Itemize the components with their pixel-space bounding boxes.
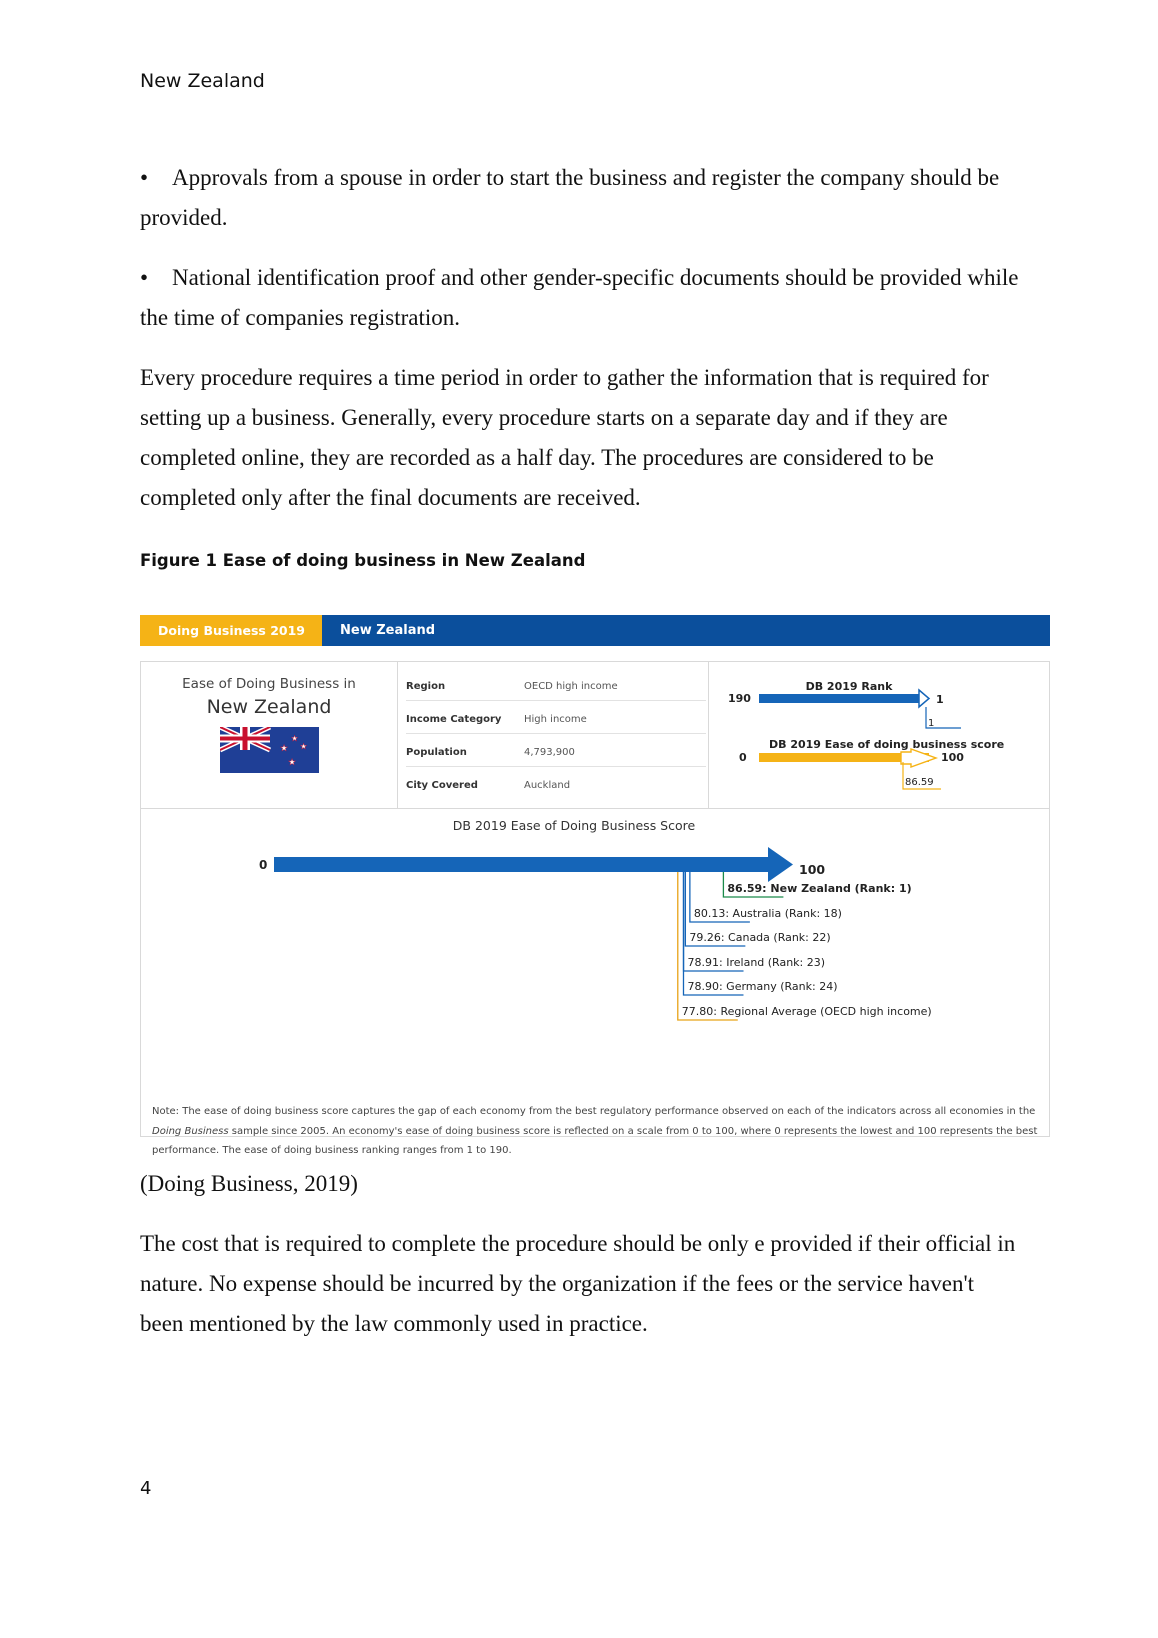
score-left-label: 0 [739, 751, 747, 764]
info-key: Population [406, 747, 467, 758]
rank-title: DB 2019 Rank [805, 680, 893, 693]
ease-country: New Zealand [206, 696, 332, 718]
body-paragraph-2: The cost that is required to complete the procedure should be only e provided if their official in nature. No expense should be incurred by the organization if the fees or the service haven't been mentioned by the law commonly used in practice. [140, 1231, 1016, 1336]
bullet-item-1 [140, 158, 1020, 238]
note-text: sample since 2005. An economy's ease of doing business score is reflected on a scale from 0 to 100, where 0 represents the lowest and 100 represents the best performance. The ease of doing business ranking ranges from 1 to 190. [152, 1125, 1038, 1156]
page-header: New Zealand [140, 70, 265, 92]
figure-note [152, 1102, 1042, 1161]
doing-business-figure [140, 615, 1050, 1156]
figure-banner [140, 615, 1050, 646]
data-label-germany: 78.90: Germany (Rank: 24) [687, 980, 838, 993]
score-value: 86.59 [905, 777, 934, 788]
main-arrow-head [768, 847, 793, 882]
figure-caption: Figure 1 Ease of doing business in New Zealand [140, 551, 586, 570]
info-value: 4,793,900 [524, 747, 575, 758]
banner-label: Doing Business 2019 [140, 615, 322, 646]
bullet-text: National identification proof and other gender-specific documents should be provided while the time of companies registration. [140, 265, 1019, 330]
figure-graphics [141, 662, 1049, 1136]
score-title: DB 2019 Ease of doing business score [769, 738, 1005, 751]
main-right-label: 100 [799, 862, 826, 877]
data-label-new-zealand: 86.59: New Zealand (Rank: 1) [727, 882, 912, 895]
info-key: Region [406, 681, 446, 692]
score-right-label: 100 [941, 751, 964, 764]
info-key: City Covered [406, 780, 478, 791]
bullet-symbol: • [140, 165, 149, 190]
data-label-regional-average-oecd-high-income-: 77.80: Regional Average (OECD high income) [681, 1005, 932, 1018]
banner-country: New Zealand [340, 623, 436, 638]
body-paragraph-1: Every procedure requires a time period in order to gather the information that is required for setting up a business. Generally, every procedure starts on a separate day and if they are completed online, they are recorded as a half day. The procedures are considered to be completed only after the final documents are received. [140, 365, 989, 510]
svg-text:★: ★ [280, 744, 289, 754]
ease-title: Ease of Doing Business in [182, 676, 356, 692]
info-value: High income [524, 714, 587, 725]
score-arrow-head [901, 749, 936, 767]
data-label-canada: 79.26: Canada (Rank: 22) [689, 931, 831, 944]
page-number: 4 [140, 1478, 152, 1499]
info-value: OECD high income [524, 681, 618, 692]
main-score-bar [274, 857, 768, 872]
bullet-symbol: • [140, 265, 149, 290]
data-label-australia: 80.13: Australia (Rank: 18) [693, 907, 842, 920]
info-value: Auckland [524, 780, 571, 791]
svg-text:★: ★ [291, 734, 299, 743]
main-left-label: 0 [259, 858, 268, 872]
data-label-ireland: 78.91: Ireland (Rank: 23) [687, 956, 826, 969]
main-chart-marks [274, 847, 932, 1020]
info-key: Income Category [406, 714, 502, 725]
bullet-item-2 [140, 258, 1020, 338]
rank-left-label: 190 [728, 692, 751, 705]
rank-bar [759, 694, 919, 703]
rank-right-label: 1 [936, 693, 944, 706]
note-italic: Doing Business [152, 1125, 229, 1137]
rank-arrow-head [919, 690, 929, 707]
bullet-text: Approvals from a spouse in order to start the business and register the company should be provided. [140, 165, 1000, 230]
citation: (Doing Business, 2019) [140, 1171, 358, 1196]
figure-panel [140, 661, 1050, 1156]
rank-value: 1 [928, 718, 935, 729]
main-chart-title: DB 2019 Ease of Doing Business Score [452, 818, 696, 833]
note-text: Note: The ease of doing business score captures the gap of each economy from the best regulatory performance observed on each of the indicators across all economies in the [152, 1106, 1036, 1117]
svg-text:★: ★ [300, 742, 308, 751]
svg-text:★: ★ [288, 758, 297, 768]
